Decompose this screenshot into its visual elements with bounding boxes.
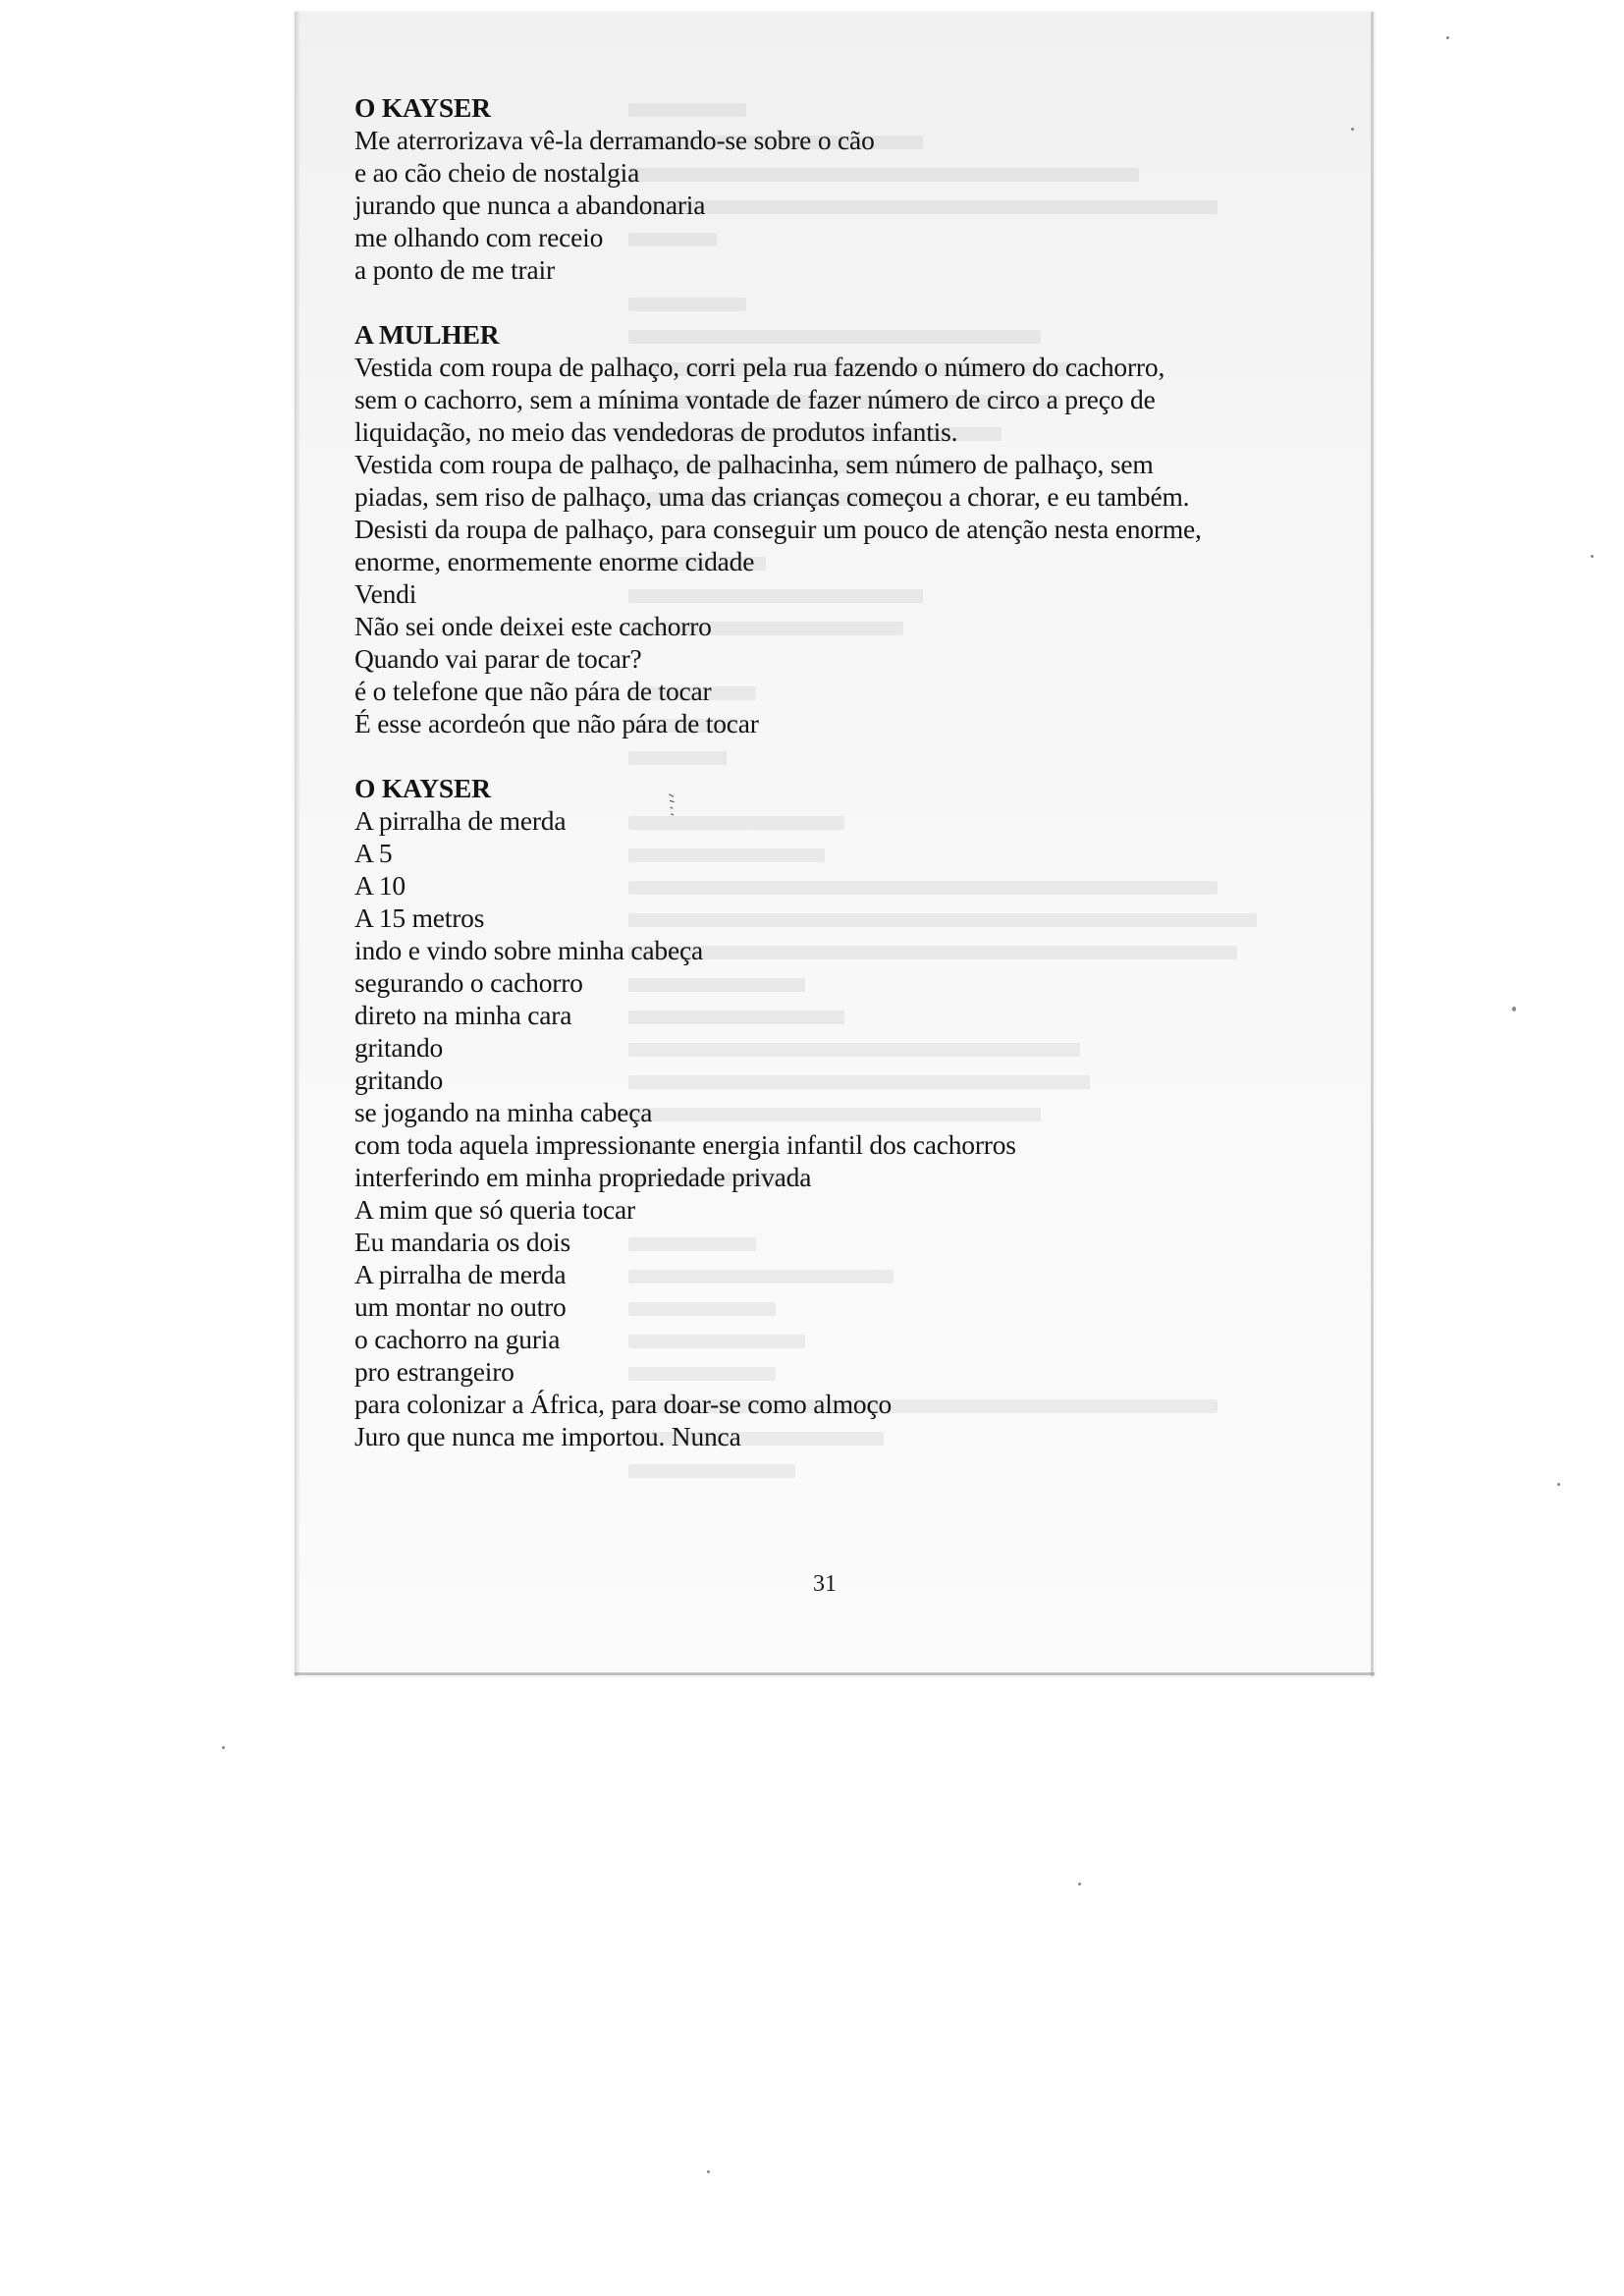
dialogue-line: A pirralha de merda — [354, 805, 567, 836]
dialogue-line: interferindo em minha propriedade privada — [354, 1162, 812, 1192]
dialogue-line: Quando vai parar de tocar? — [354, 643, 642, 674]
ink-mark — [668, 784, 676, 839]
dialogue-line: Juro que nunca me importou. Nunca — [354, 1421, 741, 1451]
script-text — [354, 91, 1317, 1485]
speaker-name: O KAYSER — [354, 92, 491, 123]
dialogue-line: sem o cachorro, sem a mínima vontade de fazer número de circo a preço de — [354, 384, 1156, 414]
dialogue-line: A pirralha de merda — [354, 1259, 567, 1289]
scan-speck — [1512, 1007, 1516, 1011]
page-edge-left — [295, 12, 300, 1676]
dialogue-line: Vestida com roupa de palhaço, corri pela rua fazendo o número do cachorro, — [354, 352, 1165, 382]
dialogue-line: Desisti da roupa de palhaço, para conseguir um pouco de atenção nesta enorme, — [354, 514, 1202, 544]
dialogue-line: A 5 — [354, 838, 393, 868]
scan-speck — [1351, 128, 1354, 131]
scan-speck — [222, 1746, 225, 1749]
dialogue-line: A 10 — [354, 870, 406, 901]
dialogue-line: e ao cão cheio de nostalgia — [354, 157, 640, 188]
dialogue-line: jurando que nunca a abandonaria — [354, 190, 706, 220]
dialogue-line: com toda aquela impressionante energia infantil dos cachorros — [354, 1129, 1016, 1160]
dialogue-line: É esse acordeón que não pára de tocar — [354, 708, 759, 738]
dialogue-line: Não sei onde deixei este cachorro — [354, 611, 712, 641]
dialogue-line: para colonizar a África, para doar-se como almoço — [354, 1389, 892, 1419]
dialogue-line: enorme, enormemente enorme cidade — [354, 546, 755, 576]
dialogue-line: A 15 metros — [354, 902, 485, 933]
dialogue-line: Vendi — [354, 578, 417, 609]
dialogue-line: segurando o cachorro — [354, 967, 583, 998]
scan-speck — [1078, 1883, 1081, 1886]
dialogue-line: direto na minha cara — [354, 1000, 572, 1030]
scan-speck — [1557, 1483, 1560, 1486]
dialogue-line: a ponto de me trair — [354, 254, 555, 285]
page-edge-bottom — [295, 1672, 1375, 1675]
speaker-name: O KAYSER — [354, 773, 491, 803]
dialogue-line: Eu mandaria os dois — [354, 1227, 570, 1257]
dialogue-line: liquidação, no meio das vendedoras de produtos infantis. — [354, 416, 958, 447]
section-mulher — [354, 318, 1317, 739]
dialogue-line: gritando — [354, 1032, 444, 1063]
dialogue-line: um montar no outro — [354, 1291, 567, 1322]
dialogue-line: A mim que só queria tocar — [354, 1194, 635, 1225]
section-kayser-1 — [354, 91, 1317, 286]
dialogue-line: se jogando na minha cabeça — [354, 1097, 653, 1127]
dialogue-line: Vestida com roupa de palhaço, de palhacinha, sem número de palhaço, sem — [354, 449, 1154, 479]
dialogue-line: gritando — [354, 1065, 444, 1095]
scan-speck — [707, 2170, 710, 2173]
section-kayser-2 — [354, 772, 1317, 1452]
dialogue-line: me olhando com receio — [354, 222, 604, 252]
scan-speck — [1591, 555, 1594, 558]
dialogue-line: piadas, sem riso de palhaço, uma das crianças começou a chorar, e eu também. — [354, 481, 1190, 512]
dialogue-line: indo e vindo sobre minha cabeça — [354, 935, 703, 965]
scan-speck — [1446, 36, 1449, 39]
speaker-name: A MULHER — [354, 319, 500, 350]
dialogue-line: Me aterrorizava vê-la derramando-se sobre o cão — [354, 125, 875, 155]
page-edge-right — [1371, 12, 1374, 1676]
page-number: 31 — [813, 1571, 837, 1597]
dialogue-line: o cachorro na guria — [354, 1324, 561, 1354]
dialogue-line: pro estrangeiro — [354, 1356, 514, 1387]
dialogue-line: é o telefone que não pára de tocar — [354, 676, 712, 706]
